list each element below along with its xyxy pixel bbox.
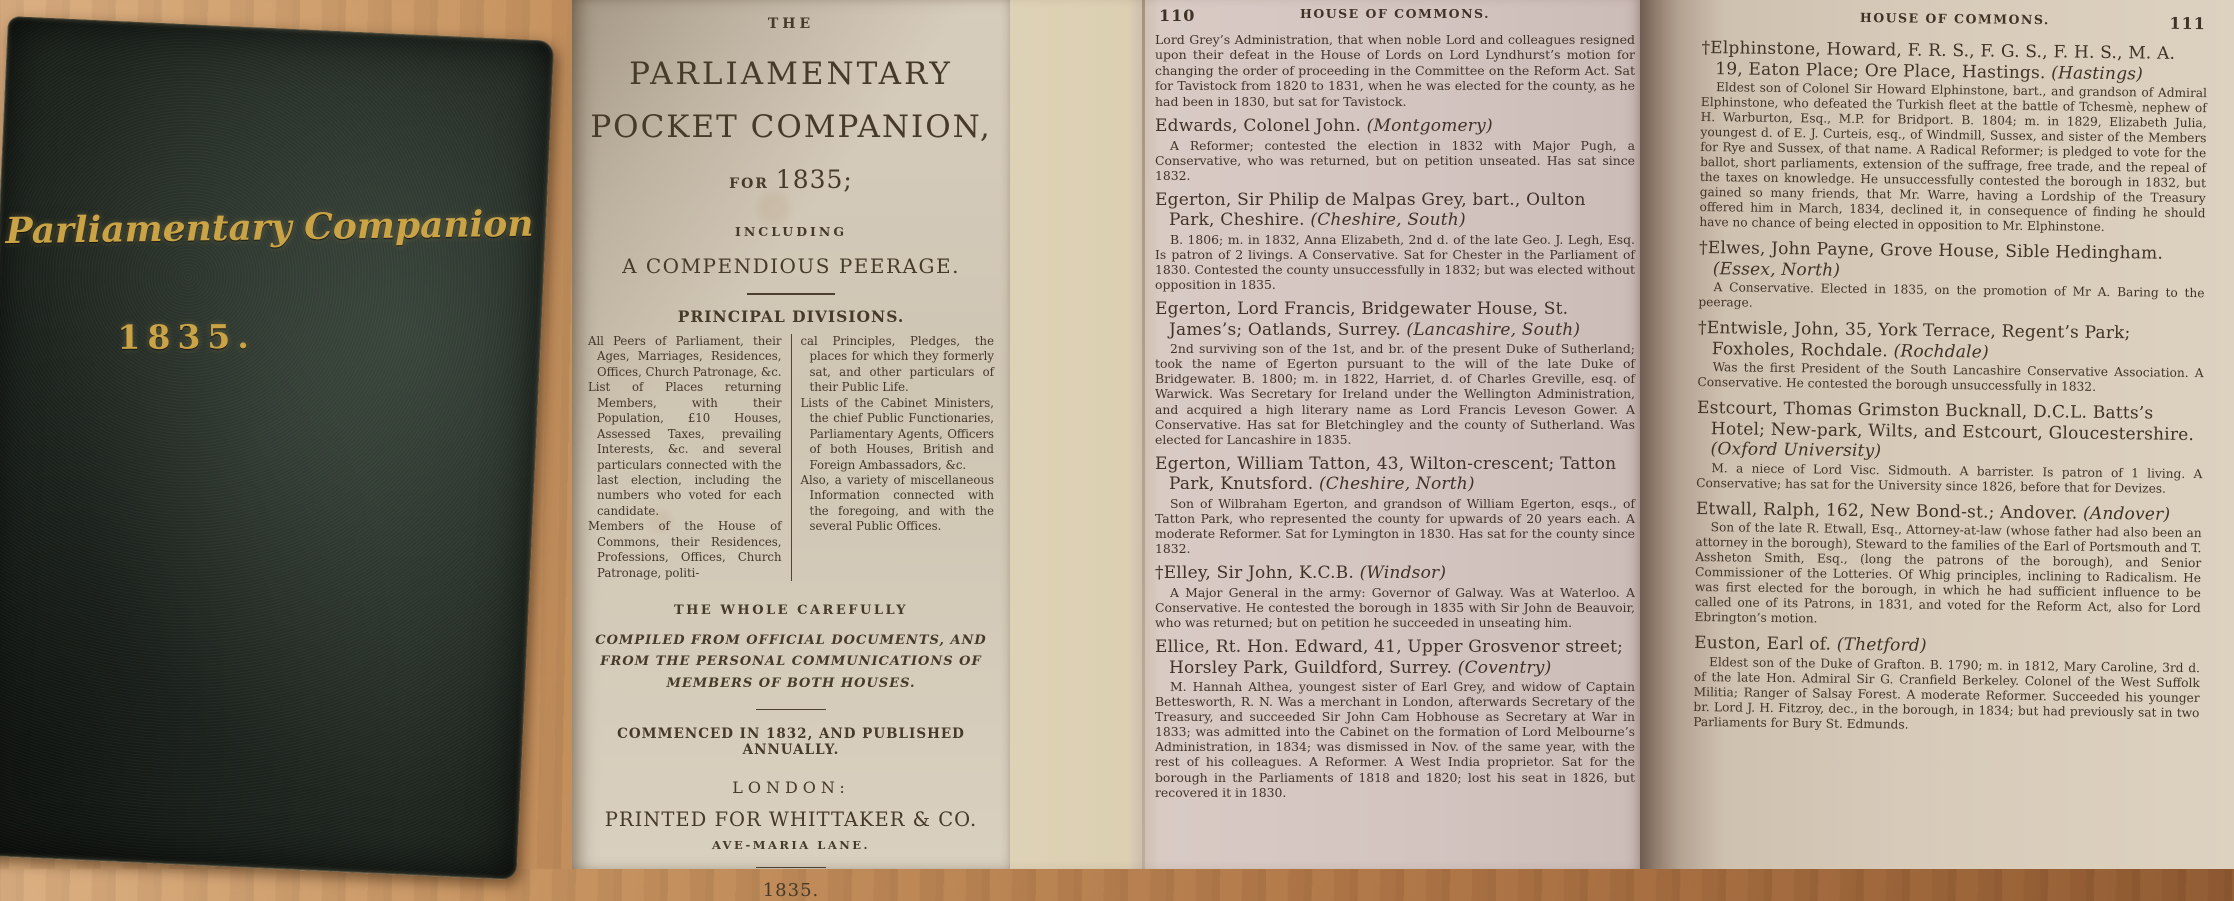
- member-name: Egerton, Sir Philip de Malpas Grey, bart., Oulton Park, Cheshire.: [1155, 189, 1586, 231]
- member-constituency: (Oxford University): [1710, 439, 1882, 462]
- running-header: HOUSE OF COMMONS.: [1300, 6, 1490, 21]
- member-constituency: (Rochdale): [1893, 340, 1989, 363]
- member-biography: Eldest son of the Duke of Grafton. B. 1790; m. in 1812, Mary Caroline, 3rd d. of the late Hon. Admiral Sir G. Cranfield Berkeley. Colonel of the West Suffolk Militia; Ranger of Salsay Forest. A moderate Reformer. Succeeded his younger br. Lord J. H. Fitzroy, dec., in the borough, in 1834; but had previously sat in two Parliaments for Bury St. Edmunds.: [1693, 654, 2201, 732]
- page-111-content: [1693, 8, 2208, 736]
- member-entry: [1694, 498, 2202, 631]
- imprint-street: AVE-MARIA LANE.: [711, 838, 871, 853]
- member-biography: A Major General in the army: Governor of Galway. Was at Waterloo. A Conservative. He contested the borough in 1835 with Sir John de Beauvoir, who was returned; but on petition he succeeded in unseating him.: [1155, 584, 1635, 630]
- member-name: †Entwisle, John, 35, York Terrace, Regent’s Park; Foxholes, Rochdale.: [1697, 317, 2131, 361]
- page-111: [1640, 0, 2234, 869]
- division-item: Lists of the Cabinet Ministers, the chief Public Functionaries, Parliamentary Agents, Officers of both Houses, British and Foreign Ambassadors, &c.: [800, 395, 994, 472]
- title-kicker: THE: [767, 16, 815, 32]
- imprint-year: 1835.: [762, 880, 820, 901]
- member-name: Euston, Earl of.: [1694, 632, 1832, 655]
- imprint-city: LONDON:: [732, 778, 850, 798]
- title-page: [572, 0, 1010, 901]
- member-biography: M. Hannah Althea, youngest sister of Earl Grey, and widow of Captain Bettesworth, R. N. Was a merchant in London, afterwards Secretary of the Treasury, and succeeded Sir John Cam Hobhouse as Secretary at War in 1833; was admitted into the Cabinet on the formation of Lord Melbourne’s Administration, in 1834; was dismissed in Nov. of the same year, with the rest of his colleagues. A Reformer. A West India proprietor. Sat for the borough in the Parliaments of 1818 and 1820; lost his seat in 1826, but recovered it in 1830.: [1155, 679, 1635, 800]
- entry-heading: [1155, 637, 1635, 678]
- member-entry: [1155, 454, 1635, 556]
- member-constituency: (Montgomery): [1366, 116, 1493, 137]
- whole-carefully-label: THE WHOLE CAREFULLY: [673, 603, 909, 618]
- member-name: †Elwes, John Payne, Grove House, Sible Hedingham.: [1698, 237, 2164, 264]
- division-item: Members of the House of Commons, their Residences, Professions, Offices, Church Patronage, politi-: [588, 519, 782, 580]
- member-biography: Eldest son of Colonel Sir Howard Elphinstone, bart., and grandson of Admiral Elphinstone, who defeated the Turkish fleet at the battle of Tchesmè, nephew of H. Warburton, Esq., M.P. for Bridport. B. 1804; m. in 1829, Elizabeth Julia, youngest d. of E. J. Curteis, esq., of Windmill, Sussex, and sister of the Members for Rye and Sussex, of that name. A Radical Reformer; is pledged to vote for the ballot, short parliaments, extension of the suffrage, free trade, and the repeal of the taxes on knowledge. He unsuccessfully contested the borough in 1832, but gained so many friends, that Mr. Warre, having a Lordship of the Treasury offered him in March, 1834, declined it, in consequence of finding he should have no chance of being elected in opposition to Mr. Elphinstone.: [1699, 80, 2208, 234]
- commenced-statement: COMMENCED IN 1832, AND PUBLISHED ANNUALLY.: [617, 726, 965, 759]
- cover-year: 1835.: [117, 316, 256, 357]
- member-biography: A Reformer; contested the election in 1832 with Major Pugh, a Conservative, who was returned, but on petition unseated. Has sat since 1832.: [1155, 137, 1635, 183]
- member-entry: [1155, 190, 1635, 292]
- member-entry: [1697, 318, 2204, 396]
- member-entry: [1155, 116, 1635, 183]
- entry-heading: [1155, 299, 1635, 340]
- divisions-right-column: [792, 334, 995, 581]
- member-entry: [1699, 38, 2207, 236]
- page-110-header: [1155, 6, 1635, 28]
- member-name: Edwards, Colonel John.: [1155, 116, 1362, 137]
- page-number: 110: [1159, 6, 1196, 25]
- member-constituency: (Andover): [2082, 503, 2171, 525]
- member-name: Egerton, William Tatton, 43, Wilton-crescent; Tatton Park, Knutsford.: [1155, 453, 1617, 495]
- including-label: INCLUDING: [734, 224, 848, 239]
- title-line-1: PARLIAMENTARY: [629, 56, 953, 92]
- entry-heading: [1155, 116, 1635, 137]
- continuation-paragraph: Lord Grey’s Administration, that when noble Lord and colleagues resigned upon their defeat in the House of Lords on Lord Lyndhurst’s motion for changing the order of proceeding in the Committee on the Reform Act. Sat for Tavistock from 1820 to 1831, when he was elected for the county, as he had been in 1830, but sat for Tavistock.: [1155, 32, 1635, 109]
- principal-divisions-heading: PRINCIPAL DIVISIONS.: [677, 307, 905, 326]
- division-item: List of Places returning Members, with their Population, £10 Houses, Assessed Taxes, prevailing Interests, &c. and several particulars connected with the last election, including the numbers who voted for each candidate.: [588, 380, 782, 518]
- entry-heading: [1155, 190, 1635, 231]
- member-biography: Son of the late R. Etwall, Esq., Attorney-at-law (whose father had also been an attorney in the borough), Steward to the families of the Earl of Portsmouth and T. Assheton Smith, Esq., (long the patrons of the borough), and Senior Commissioner of the Lotteries. Of Whig principles, inclining to Radicalism. He was first elected for the borough, in which he had sufficient influence to be called one of its Patrons, in 1831, and voted for the Reform Act, also for Lord Ebrington’s motion.: [1694, 520, 2202, 626]
- division-item: Also, a variety of miscellaneous Information connected with the foregoing, and with the several Public Offices.: [800, 472, 994, 534]
- member-entry: [1155, 563, 1635, 630]
- member-constituency: (Cheshire, North): [1318, 474, 1475, 495]
- for-year-value: 1835;: [775, 165, 853, 194]
- member-constituency: (Essex, North): [1712, 258, 1841, 281]
- member-name: Ellice, Rt. Hon. Edward, 41, Upper Grosvenor street; Horsley Park, Guildford, Surrey.: [1155, 637, 1624, 678]
- member-name: Estcourt, Thomas Grimston Bucknall, D.C.L. Batts’s Hotel; New-park, Wilts, and Estcourt, Gloucestershire.: [1696, 397, 2195, 445]
- entry-heading: [1696, 398, 2203, 466]
- member-name: Egerton, Lord Francis, Bridgewater House, St. James’s; Oatlands, Surrey.: [1155, 299, 1569, 340]
- entry-heading: [1155, 563, 1635, 584]
- member-biography: M. a niece of Lord Visc. Sidmouth. A barrister. Is patron of 1 living. A Conservative; has sat for the University since 1826, before that for Devizes.: [1696, 460, 2203, 496]
- page-110-content: [1155, 6, 1635, 800]
- page-110: [1010, 0, 1640, 869]
- compiled-statement: COMPILED FROM OFFICIAL DOCUMENTS, AND FROM THE PERSONAL COMMUNICATIONS OF MEMBERS OF BOTH HOUSES.: [595, 633, 987, 691]
- page-number: 111: [2169, 13, 2206, 34]
- entry-heading: [1699, 238, 2205, 285]
- divider-rule: [756, 867, 826, 868]
- principal-divisions-columns: [588, 334, 994, 581]
- member-constituency: (Coventry): [1457, 657, 1552, 678]
- division-item: cal Principles, Pledges, the places for which they formerly sat, and other particulars of their Public Life.: [800, 334, 994, 395]
- cover-title-script: Parliamentary Companion: [5, 202, 534, 253]
- member-biography: 2nd surviving son of the 1st, and br. of the present Duke of Sutherland; took the name of Egerton pursuant to the will of the late Duke of Bridgewater. B. 1800; m. in 1822, Harriet, d. of Charles Greville, esq. of Warwick. Was Secretary for Ireland under the Wellington Administration, and acquired a high literary name as Lord Francis Leveson Gower. A Conservative. Has sat for Bletchingley and the county of Sutherland. Was elected for Lancashire in 1835.: [1155, 341, 1635, 447]
- book-cover: [0, 16, 554, 880]
- running-header: HOUSE OF COMMONS.: [1859, 9, 2050, 28]
- divisions-left-column: [588, 334, 792, 581]
- member-biography: B. 1806; m. in 1832, Anna Elizabeth, 2nd d. of the late Geo. J. Legh, Esq. Is patron of 2 livings. A Conservative. Sat for Chester in the Parliament of 1830. Contested the county unsuccessfully in 1832; but was elected without opposition in 1835.: [1155, 231, 1635, 293]
- for-word: FOR: [729, 176, 769, 192]
- member-entry: [1693, 633, 2200, 736]
- member-constituency: (Thetford): [1836, 634, 1927, 656]
- imprint-publisher: PRINTED FOR WHITTAKER & CO.: [604, 808, 978, 832]
- member-name: Etwall, Ralph, 162, New Bond-st.; Andover.: [1695, 498, 2078, 524]
- title-for-year: [572, 165, 1010, 194]
- page-111-header: [1702, 8, 2208, 36]
- member-biography: Was the first President of the South Lancashire Conservative Association. A Conservative. He contested the borough unsuccessfully in 1832.: [1697, 360, 2204, 394]
- title-line-2: POCKET COMPANION,: [590, 109, 992, 145]
- member-entry: [1696, 398, 2203, 497]
- entry-heading: [1155, 454, 1635, 495]
- divider-rule: [756, 709, 826, 710]
- division-item: All Peers of Parliament, their Ages, Marriages, Residences, Offices, Church Patronage, &c.: [588, 334, 782, 379]
- member-name: †Elphinstone, Howard, F. R. S., F. G. S., F. H. S., M. A. 19, Eaton Place; Ore Place, Hastings.: [1701, 37, 2176, 83]
- member-biography: Son of Wilbraham Egerton, and grandson of William Egerton, esqs., of Tatton Park, who represented the county for upwards of 20 years each. A moderate Reformer. Sat for Lymington in 1830. Has sat for the county since 1832.: [1155, 495, 1635, 557]
- member-entry: [1155, 637, 1635, 800]
- member-constituency: (Cheshire, South): [1310, 210, 1466, 231]
- member-biography: A Conservative. Elected in 1835, on the promotion of Mr A. Baring to the peerage.: [1698, 280, 2205, 310]
- subtitle-peerage: A COMPENDIOUS PEERAGE.: [622, 254, 960, 278]
- member-entry: [1155, 299, 1635, 447]
- member-constituency: (Hastings): [2051, 62, 2144, 84]
- divider-rule: [747, 293, 835, 295]
- member-entry: [1698, 238, 2205, 316]
- member-name: †Elley, Sir John, K.C.B.: [1155, 563, 1354, 584]
- entry-heading: [1698, 318, 2204, 365]
- member-constituency: (Lancashire, South): [1406, 319, 1581, 340]
- entry-heading: [1701, 38, 2207, 85]
- member-constituency: (Windsor): [1359, 563, 1447, 584]
